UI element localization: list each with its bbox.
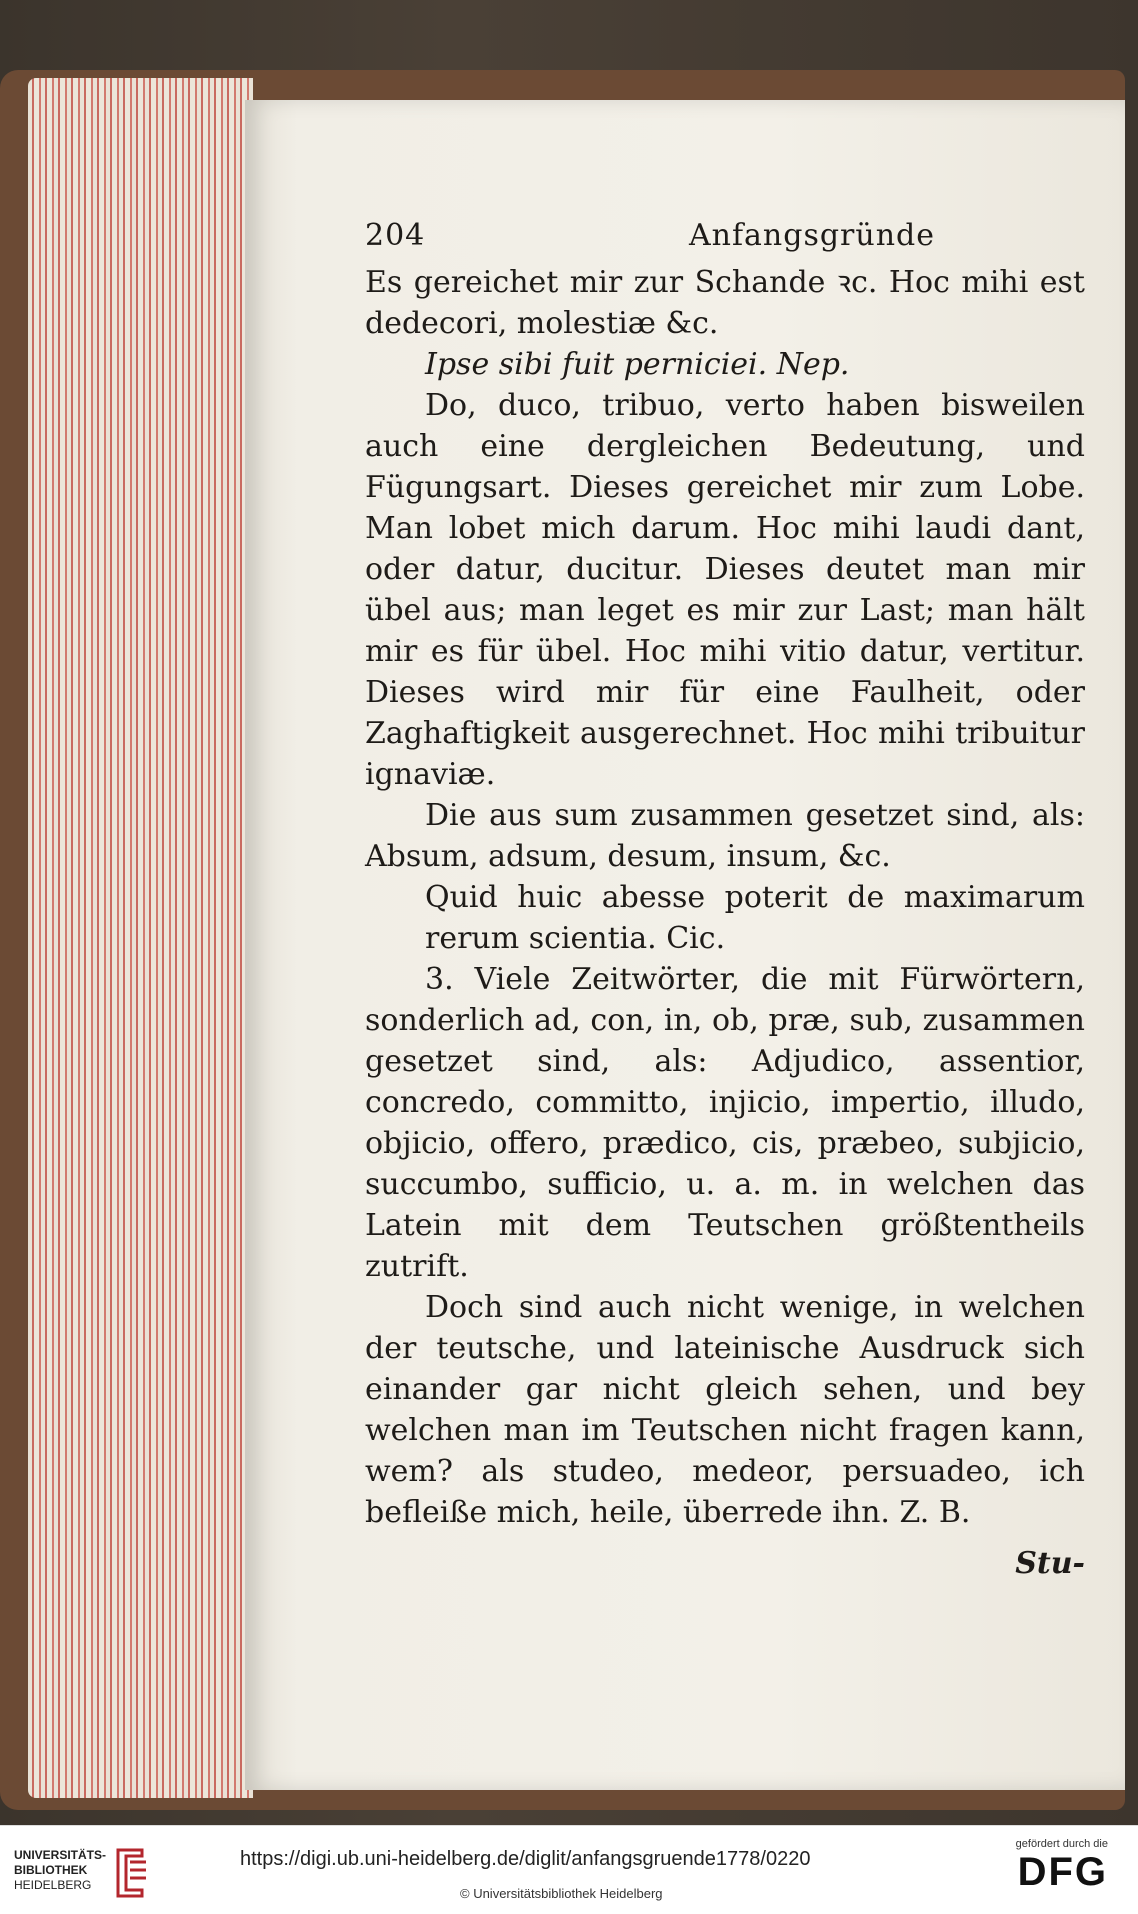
latin-quote: Quid huic abesse poterit de maximarum rerum scientia. Cic. <box>425 880 1085 956</box>
library-emblem-icon <box>112 1846 152 1898</box>
page-header <box>365 215 1085 256</box>
dfg-funding[interactable] <box>1016 1838 1108 1894</box>
paragraph: Doch sind auch nicht wenige, in welchen der teutsche, und lateinische Ausdruck sich einander gar nicht gleich sehen, und bey welchen man im Teutschen nicht fragen kann, wem? als studeo, medeor, persuadeo, ich befleiße mich, heile, überrede ihn. Z. B. <box>365 1290 1085 1530</box>
paragraph: Es gereichet mir zur Schande ꝛc. Hoc mihi est dedecori, molestiæ &c. <box>365 265 1085 341</box>
logo-line: BIBLIOTHEK <box>14 1863 88 1877</box>
paragraph: 3. Viele Zeitwörter, die mit Fürwörtern, sonderlich ad, con, in, ob, præ, sub, zusammen gesetzet sind, als: Adjudico, assentior, concredo, committo, injicio, impertio, illudo, objicio, offero, prædico, cis, præbeo, subjicio, succumbo, sufficio, u. a. m. in welchen das Latein mit dem Teutschen größtentheils zutrift. <box>365 962 1085 1284</box>
funding-label: gefördert durch die <box>1015 1838 1108 1850</box>
paragraph: Do, duco, tribuo, verto haben bisweilen auch eine dergleichen Bedeutung, und Fügungsart. Dieses gereichet mir zum Lobe. Man lobet mich darum. Hoc mihi laudi dant, oder datur, ducitur. Dieses deutet man mir übel aus; man leget es mir zur Last; man hält mir es für übel. Hoc mihi vitio datur, vertitur. Dieses wird mir für eine Faulheit, oder Zaghaftigkeit ausgerechnet. Hoc mihi tribuitur ignaviæ. <box>365 388 1085 792</box>
running-title: Anfangsgründe <box>688 218 935 253</box>
page-text <box>365 215 1085 1584</box>
paragraph: Die aus sum zusammen gesetzet sind, als: Absum, adsum, desum, insum, &c. <box>365 798 1085 874</box>
dfg-logo: DFG <box>1017 1850 1108 1894</box>
permalink-url[interactable]: https://digi.ub.uni-heidelberg.de/diglit/anfangsgruende1778/0220 <box>240 1848 811 1870</box>
latin-quote: Ipse sibi fuit perniciei. Nep. <box>425 347 850 382</box>
copyright-text: © Universitätsbibliothek Heidelberg <box>460 1886 663 1901</box>
logo-line: UNIVERSITÄTS- <box>14 1848 107 1862</box>
viewer-footer <box>0 1825 1138 1914</box>
page-edges <box>28 78 253 1798</box>
logo-line: HEIDELBERG <box>14 1878 92 1892</box>
catchword: Stu- <box>1015 1546 1085 1581</box>
page-number: 204 <box>365 218 426 253</box>
